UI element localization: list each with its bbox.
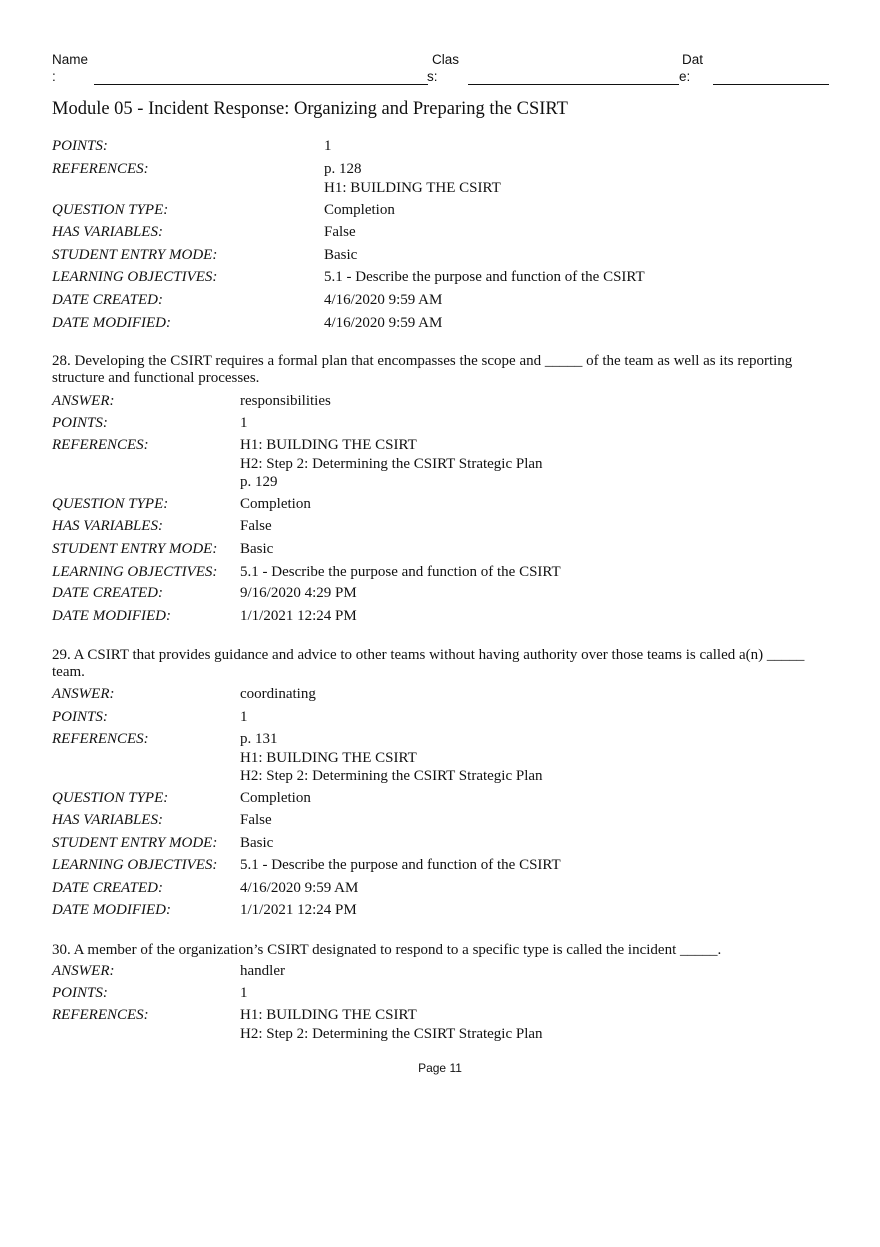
answer-value: handler (240, 963, 285, 979)
reference-2: H2: Step 2: Determining the CSIRT Strategic Plan (240, 1025, 543, 1042)
date-created-value: 4/16/2020 9:59 AM (240, 880, 359, 896)
date-created-value: 9/16/2020 4:29 PM (240, 585, 357, 601)
date-modified-value: 1/1/2021 12:24 PM (240, 608, 357, 624)
reference-2: H1: BUILDING THE CSIRT (324, 179, 501, 196)
class-line (468, 84, 679, 85)
page-title: Module 05 - Incident Response: Organizing and Preparing the CSIRT (52, 99, 568, 119)
question-text: 28. Developing the CSIRT requires a formal plan that encompasses the scope and _____ of the team as well as its reporting structure and functional processes. (52, 353, 793, 386)
date-modified-value: 4/16/2020 9:59 AM (324, 315, 443, 331)
reference-1: p. 131 (240, 731, 278, 747)
page-number: Page 11 (418, 1061, 462, 1075)
has-variables-label: HAS VARIABLES: (52, 224, 163, 240)
question-text: 29. A CSIRT that provides guidance and advice to other teams without having authority over those teams is called a(n) _____ team. (52, 647, 805, 680)
date-label: Dat (682, 52, 704, 67)
references-label: REFERENCES: (52, 1007, 149, 1023)
date-modified-label: DATE MODIFIED: (52, 608, 171, 624)
question-type-label: QUESTION TYPE: (52, 202, 169, 218)
points-value: 1 (240, 415, 248, 431)
reference-1: H1: BUILDING THE CSIRT (240, 437, 417, 453)
reference-1: p. 128 (324, 161, 362, 177)
points-value: 1 (240, 985, 248, 1001)
date-created-label: DATE CREATED: (52, 585, 163, 601)
question-type-label: QUESTION TYPE: (52, 496, 169, 512)
learning-objectives-label: LEARNING OBJECTIVES: (52, 564, 218, 580)
references-label: REFERENCES: (52, 161, 149, 177)
references-label: REFERENCES: (52, 437, 149, 453)
has-variables-label: HAS VARIABLES: (52, 812, 163, 828)
learning-objectives-value: 5.1 - Describe the purpose and function of the CSIRT (324, 269, 645, 285)
class-label: Clas (432, 52, 460, 67)
student-entry-label: STUDENT ENTRY MODE: (52, 247, 218, 263)
class-suffix: s: (427, 69, 438, 84)
answer-label: ANSWER: (52, 393, 115, 409)
learning-objectives-label: LEARNING OBJECTIVES: (52, 269, 218, 285)
has-variables-value: False (240, 518, 272, 534)
question-type-value: Completion (324, 202, 395, 218)
student-entry-label: STUDENT ENTRY MODE: (52, 541, 218, 557)
points-label: POINTS: (52, 985, 108, 1001)
date-modified-label: DATE MODIFIED: (52, 315, 171, 331)
points-label: POINTS: (52, 138, 108, 154)
reference-2: H2: Step 2: Determining the CSIRT Strategic Plan (240, 455, 543, 472)
question-type-value: Completion (240, 496, 311, 512)
learning-objectives-value: 5.1 - Describe the purpose and function of the CSIRT (240, 564, 561, 580)
name-line (94, 84, 428, 85)
has-variables-value: False (324, 224, 356, 240)
learning-objectives-label: LEARNING OBJECTIVES: (52, 857, 218, 873)
has-variables-value: False (240, 812, 272, 828)
student-entry-label: STUDENT ENTRY MODE: (52, 835, 218, 851)
points-label: POINTS: (52, 709, 108, 725)
student-entry-value: Basic (324, 247, 358, 263)
question-text: 30. A member of the organization’s CSIRT designated to respond to a specific type is called the incident _____. (52, 942, 722, 958)
date-modified-value: 1/1/2021 12:24 PM (240, 902, 357, 918)
date-created-value: 4/16/2020 9:59 AM (324, 292, 443, 308)
date-line (713, 84, 829, 85)
learning-objectives-value: 5.1 - Describe the purpose and function of the CSIRT (240, 857, 561, 873)
question-type-value: Completion (240, 790, 311, 806)
answer-value: coordinating (240, 686, 316, 702)
references-label: REFERENCES: (52, 731, 149, 747)
has-variables-label: HAS VARIABLES: (52, 518, 163, 534)
name-colon: : (52, 69, 56, 84)
question-type-label: QUESTION TYPE: (52, 790, 169, 806)
reference-3: p. 129 (240, 474, 278, 490)
answer-value: responsibilities (240, 393, 331, 409)
date-suffix: e: (679, 69, 691, 84)
date-created-label: DATE CREATED: (52, 292, 163, 308)
answer-label: ANSWER: (52, 963, 115, 979)
date-modified-label: DATE MODIFIED: (52, 902, 171, 918)
points-value: 1 (324, 138, 332, 154)
points-value: 1 (240, 709, 248, 725)
name-label: Name (52, 52, 89, 67)
answer-label: ANSWER: (52, 686, 115, 702)
reference-2: H1: BUILDING THE CSIRT (240, 749, 417, 766)
reference-1: H1: BUILDING THE CSIRT (240, 1007, 417, 1023)
points-label: POINTS: (52, 415, 108, 431)
reference-3: H2: Step 2: Determining the CSIRT Strategic Plan (240, 768, 543, 784)
student-entry-value: Basic (240, 541, 274, 557)
date-created-label: DATE CREATED: (52, 880, 163, 896)
student-entry-value: Basic (240, 835, 274, 851)
